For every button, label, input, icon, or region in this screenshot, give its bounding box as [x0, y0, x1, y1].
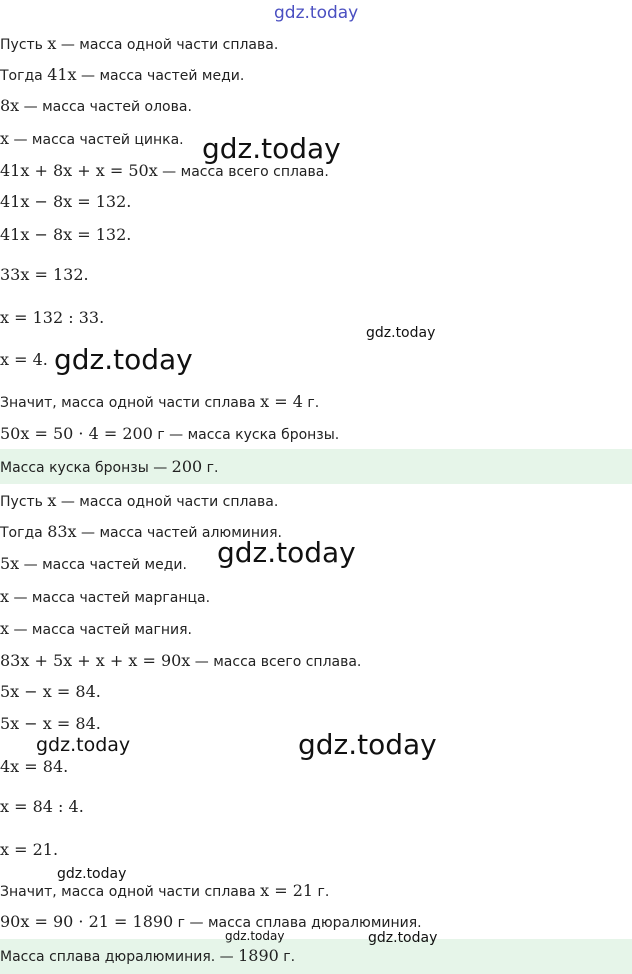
- math: x = 132 : 33.: [0, 308, 105, 327]
- watermark: gdz.today: [36, 734, 131, 756]
- math: 33x = 132.: [0, 265, 89, 284]
- text: г — масса куска бронзы.: [152, 427, 340, 443]
- math: x = 21.: [0, 840, 59, 859]
- watermark: gdz.today: [298, 728, 437, 761]
- p1-line-1: [0, 35, 278, 54]
- p2-line-1: [0, 492, 278, 511]
- p2-line-4: [0, 588, 210, 607]
- text: Значит, масса одной части сплава: [0, 395, 261, 411]
- text: Масса куска бронзы —: [0, 460, 172, 476]
- math: 41x: [47, 65, 77, 84]
- p1-line-9: [0, 309, 104, 328]
- math: 50x = 50 · 4 = 200: [0, 424, 153, 443]
- math: 5x − x = 84.: [0, 714, 101, 733]
- text: г.: [202, 460, 219, 476]
- watermark: gdz.today: [54, 343, 193, 376]
- p2-line-10: [0, 798, 84, 817]
- watermark: gdz.today: [217, 536, 356, 569]
- math: x = 84 : 4.: [0, 797, 84, 816]
- text: г.: [278, 949, 296, 965]
- math: 4x = 84.: [0, 757, 69, 776]
- math: 83x: [47, 522, 77, 541]
- watermark-top: gdz.today: [274, 3, 359, 23]
- text: — масса частей цинка.: [9, 132, 184, 148]
- watermark: gdz.today: [225, 929, 285, 943]
- math: 41x − 8x = 132.: [0, 192, 132, 211]
- p2-line-5: [0, 620, 192, 639]
- p2-line-8: [0, 715, 101, 734]
- p2-line-13: [0, 913, 422, 932]
- math: x: [47, 491, 57, 510]
- math: 83x + 5x + x + x = 90x: [0, 651, 191, 670]
- math: x = 4: [260, 392, 303, 411]
- math: 200: [171, 457, 203, 476]
- p2-answer: [0, 947, 295, 966]
- watermark: gdz.today: [57, 866, 127, 882]
- text: — масса частей меди.: [19, 557, 187, 573]
- math: x: [0, 129, 10, 148]
- text: г.: [302, 395, 320, 411]
- p2-line-11: [0, 841, 58, 860]
- math: 8x: [0, 96, 20, 115]
- text: Пусть: [0, 494, 48, 510]
- p1-line-10: [0, 351, 48, 370]
- text: Тогда: [0, 68, 48, 84]
- text: — масса частей олова.: [19, 99, 192, 115]
- p1-line-4: [0, 130, 184, 149]
- math: 41x + 8x + x = 50x: [0, 161, 158, 180]
- p2-line-12: [0, 882, 329, 901]
- p1-line-12: [0, 425, 339, 444]
- p2-line-6: [0, 652, 361, 671]
- text: Пусть: [0, 37, 48, 53]
- text: г — масса сплава дюралюминия.: [173, 915, 422, 931]
- text: — масса частей магния.: [9, 622, 192, 638]
- text: — масса всего сплава.: [157, 164, 329, 180]
- watermark: gdz.today: [366, 325, 436, 341]
- p1-line-7: [0, 226, 131, 245]
- p1-line-6: [0, 193, 131, 212]
- math: 5x: [0, 554, 20, 573]
- text: г.: [313, 884, 330, 900]
- math: x: [47, 34, 57, 53]
- math: 41x − 8x = 132.: [0, 225, 132, 244]
- p2-line-3: [0, 555, 187, 574]
- watermark: gdz.today: [368, 930, 438, 946]
- math: x = 21: [260, 881, 314, 900]
- text: — масса одной части сплава.: [56, 494, 279, 510]
- p1-line-3: [0, 97, 192, 116]
- p1-line-8: [0, 266, 89, 285]
- text: Значит, масса одной части сплава: [0, 884, 261, 900]
- p2-line-7: [0, 683, 101, 702]
- math: x: [0, 619, 10, 638]
- p1-line-11: [0, 393, 319, 412]
- text: — масса частей алюминия.: [76, 525, 283, 541]
- text: — масса частей марганца.: [9, 590, 211, 606]
- math: 90x = 90 · 21 = 1890: [0, 912, 174, 931]
- math: 5x − x = 84.: [0, 682, 101, 701]
- math: x: [0, 587, 10, 606]
- text: Тогда: [0, 525, 48, 541]
- text: — масса всего сплава.: [190, 654, 362, 670]
- p1-answer: [0, 458, 218, 477]
- text: — масса частей меди.: [76, 68, 245, 84]
- text: — масса одной части сплава.: [56, 37, 279, 53]
- math: 1890: [238, 946, 279, 965]
- text: Масса сплава дюралюминия. —: [0, 949, 239, 965]
- p2-line-9: [0, 758, 68, 777]
- p1-line-2: [0, 66, 244, 85]
- watermark: gdz.today: [202, 132, 341, 165]
- math: x = 4.: [0, 350, 48, 369]
